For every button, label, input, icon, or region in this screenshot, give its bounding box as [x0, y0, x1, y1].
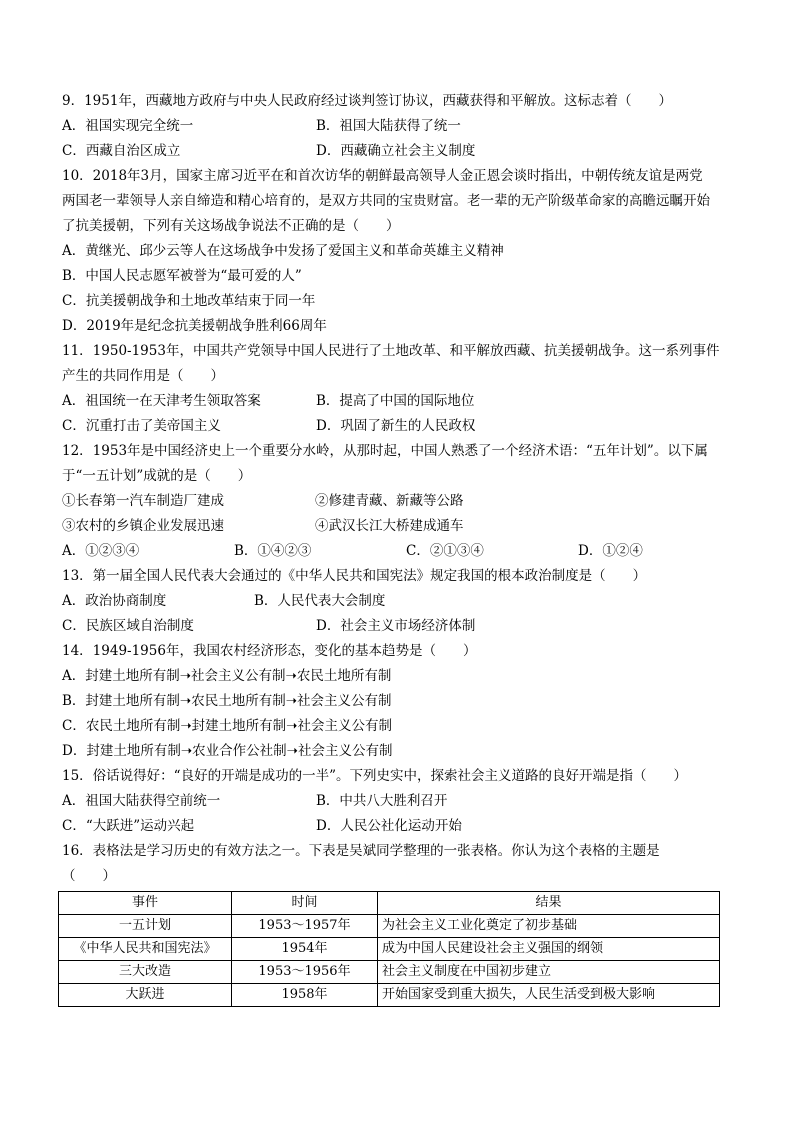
question-10-stem-line-3: 了抗美援朝，下列有关这场战争说法不正确的是（ ） [62, 218, 400, 234]
question-9-options-row-1 [62, 114, 732, 139]
question-16-stem-line-2: （ ） [62, 868, 116, 884]
question-10-stem-line-1: 10．2018年3月，国家主席习近平在和首次访华的朝鲜最高领导人金正恩会谈时指出，中朝传统友谊是两党 [62, 168, 703, 184]
question-13-option-a[interactable]: A．政治协商制度 [62, 593, 167, 609]
question-12-stem-line-2: 于“一五计划”成就的是（ ） [62, 468, 252, 484]
question-9-option-b[interactable]: B．祖国大陆获得了统一 [316, 118, 461, 134]
table-cell-result: 成为中国人民建设社会主义强国的纲领 [378, 938, 720, 961]
question-12-item-2: ②修建青藏、新藏等公路 [315, 493, 464, 509]
question-11-option-b[interactable]: B．提高了中国的国际地位 [316, 393, 475, 409]
question-10-option-a[interactable]: A．黄继光、邱少云等人在这场战争中发扬了爱国主义和革命英雄主义精神 [62, 243, 504, 259]
table-header-event: 事件 [59, 892, 232, 915]
question-10-option-c[interactable]: C．抗美援朝战争和土地改革结束于同一年 [62, 293, 316, 309]
table-header-result: 结果 [378, 892, 720, 915]
question-9-stem-line-1: 9．1951年，西藏地方政府与中央人民政府经过谈判签订协议，西藏获得和平解放。这标志着（ ） [62, 93, 672, 109]
question-12-item-3: ③农村的乡镇企业发展迅速 [62, 518, 224, 534]
question-12-option-d[interactable]: D．①②④ [578, 543, 643, 559]
history-summary-table [58, 891, 720, 1007]
question-11-options-row-2 [62, 414, 732, 439]
question-13-options-row-1 [62, 589, 732, 614]
question-11-option-a[interactable]: A．祖国统一在天津考生领取答案 [62, 393, 261, 409]
table-cell-time: 1953～1957年 [232, 915, 378, 938]
question-13-option-d[interactable]: D．社会主义市场经济体制 [316, 618, 476, 634]
table-row [59, 938, 720, 961]
question-12-stem-line-1: 12．1953年是中国经济史上一个重要分水岭，从那时起，中国人熟悉了一个经济术语：“五年计划”。以下属 [62, 443, 708, 459]
question-13-options-row-2 [62, 614, 732, 639]
table-row [59, 984, 720, 1007]
question-14-option-c[interactable]: C．农民土地所有制➝封建土地所有制➝社会主义公有制 [62, 718, 392, 734]
table-header-time: 时间 [232, 892, 378, 915]
question-14-option-a[interactable]: A．封建土地所有制➝社会主义公有制➝农民土地所有制 [62, 668, 392, 684]
question-12-items-row-1 [62, 489, 732, 514]
table-cell-event: 三大改造 [59, 961, 232, 984]
table-cell-time: 1958年 [232, 984, 378, 1007]
table-cell-event: 《中华人民共和国宪法》 [59, 938, 232, 961]
question-15-options-row-2 [62, 814, 732, 839]
table-cell-event: 大跃进 [59, 984, 232, 1007]
question-15-options-row-1 [62, 789, 732, 814]
table-cell-event: 一五计划 [59, 915, 232, 938]
question-11-stem-line-2: 产生的共同作用是（ ） [62, 368, 224, 384]
question-14-option-d[interactable]: D．封建土地所有制➝农业合作公社制➝社会主义公有制 [62, 743, 393, 759]
question-15-option-d[interactable]: D．人民公社化运动开始 [316, 818, 462, 834]
question-10-option-d[interactable]: D．2019年是纪念抗美援朝战争胜利66周年 [62, 318, 327, 334]
question-12-option-a[interactable]: A．①②③④ [62, 543, 140, 559]
table-row [59, 915, 720, 938]
question-10-option-b[interactable]: B．中国人民志愿军被誉为“最可爱的人” [62, 268, 302, 284]
table-header-row [59, 892, 720, 915]
question-12-option-c[interactable]: C．②①③④ [406, 543, 484, 559]
question-14-option-b[interactable]: B．封建土地所有制➝农民土地所有制➝社会主义公有制 [62, 693, 392, 709]
question-14-stem-line-1: 14．1949-1956年，我国农村经济形态，变化的基本趋势是（ ） [62, 643, 477, 659]
question-11-options-row-1 [62, 389, 732, 414]
question-16-stem-line-1: 16．表格法是学习历史的有效方法之一。下表是吴斌同学整理的一张表格。你认为这个表格的主题是 [62, 843, 660, 859]
question-9-option-d[interactable]: D．西藏确立社会主义制度 [316, 143, 476, 159]
question-15-option-c[interactable]: C．“大跃进”运动兴起 [62, 818, 195, 834]
table-cell-time: 1954年 [232, 938, 378, 961]
question-10-stem-line-2: 两国老一辈领导人亲自缔造和精心培育的，是双方共同的宝贵财富。老一辈的无产阶级革命家的高瞻远瞩开始 [62, 193, 710, 209]
question-13-option-c[interactable]: C．民族区域自治制度 [62, 618, 194, 634]
question-15-option-a[interactable]: A．祖国大陆获得空前统一 [62, 793, 221, 809]
question-11-option-d[interactable]: D．巩固了新生的人民政权 [316, 418, 476, 434]
question-12-options-row [62, 539, 732, 564]
question-11-option-c[interactable]: C．沉重打击了美帝国主义 [62, 418, 221, 434]
question-9-options-row-2 [62, 139, 732, 164]
question-11-stem-line-1: 11．1950-1953年，中国共产党领导中国人民进行了土地改革、和平解放西藏、抗美援朝战争。这一系列事件 [62, 343, 720, 359]
question-15-stem-line-1: 15．俗话说得好：“良好的开端是成功的一半”。下列史实中，探索社会主义道路的良好开端是指（ ） [62, 768, 687, 784]
question-13-option-b[interactable]: B．人民代表大会制度 [254, 593, 386, 609]
question-12-option-b[interactable]: B．①④②③ [234, 543, 312, 559]
question-12-items-row-2 [62, 514, 732, 539]
question-12-item-1: ①长春第一汽车制造厂建成 [62, 493, 224, 509]
table-cell-result: 为社会主义工业化奠定了初步基础 [378, 915, 720, 938]
question-page [62, 89, 732, 1007]
question-9-option-a[interactable]: A．祖国实现完全统一 [62, 118, 194, 134]
question-9-option-c[interactable]: C．西藏自治区成立 [62, 143, 181, 159]
table-cell-time: 1953～1956年 [232, 961, 378, 984]
table-cell-result: 开始国家受到重大损失，人民生活受到极大影响 [378, 984, 720, 1007]
question-13-stem-line-1: 13．第一届全国人民代表大会通过的《中华人民共和国宪法》规定我国的根本政治制度是（ ） [62, 568, 647, 584]
table-row [59, 961, 720, 984]
table-cell-result: 社会主义制度在中国初步建立 [378, 961, 720, 984]
question-15-option-b[interactable]: B．中共八大胜利召开 [316, 793, 448, 809]
question-12-item-4: ④武汉长江大桥建成通车 [315, 518, 464, 534]
